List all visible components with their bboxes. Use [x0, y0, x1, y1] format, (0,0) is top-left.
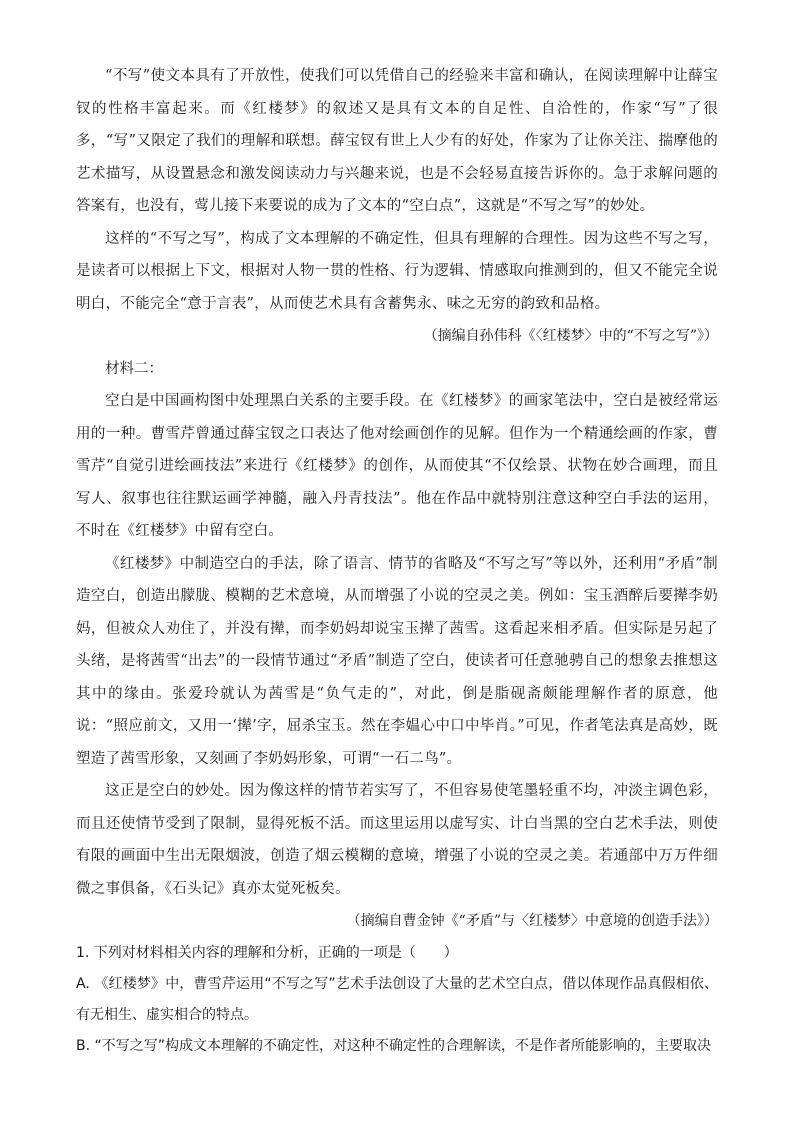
paragraph-4: 《红楼梦》中制造空白的手法，除了语言、情节的省略及“不写之写”等以外，还利用“矛盾”制造空白，创造出朦胧、模糊的艺术意境，从而增强了小说的空灵之美。例如：宝玉酒醉后要撵李奶妈，但被众人劝住了，并没有撵，而李奶妈却说宝玉撵了茜雪。这看起来相矛盾。但实际是另起了头绪，是将茜雪“出去”的一段情节通过“矛盾”制造了空白，使读者可任意驰骋自己的想象去推想这其中的缘由。张爱玲就认为茜雪是“负气走的”，对此，倒是脂砚斋颇能理解作者的原意，他说：“照应前文，又用一‘撵’字，屈杀宝玉。然在李媪心中口中毕肖。”可见，作者笔法真是高妙，既塑造了茜雪形象，又刻画了李奶妈形象，可谓“一石二鸟”。 — [76, 555, 718, 767]
source-citation-2: （摘编自曹金钟《“矛盾”与〈红楼梦〉中意境的创造手法》） — [346, 913, 718, 929]
paragraph-3: 空白是中国画构图中处理黑白关系的主要手段。在《红楼梦》的画家笔法中，空白是被经常运用的一种。曹雪芹曾通过薛宝钗之口表达了他对绘画创作的见解。但作为一个精通绘画的作家，曹雪芹“自觉引进绘画技法”来进行《红楼梦》的创作，从而使其“不仅绘景、状物在妙合画理，而且写人、叙事也往往默运画学神髓，融入丹青技法”。他在作品中就特别注意这种空白手法的运用，不时在《红楼梦》中留有空白。 — [76, 393, 718, 539]
option-a: A. 《红楼梦》中，曹雪芹运用“不写之写”艺术手法创设了大量的艺术空白点，借以体现作品真假相依、有无相生、虚实相合的特点。 — [76, 975, 718, 1023]
option-b: B. “不写之写”构成文本理解的不确定性，对这种不确定性的合理解读，不是作者所能影响的，主要取决 — [76, 1037, 712, 1054]
paragraph-1: “不写”使文本具有了开放性，使我们可以凭借自己的经验来丰富和确认，在阅读理解中让薛宝钗的性格丰富起来。而《红楼梦》的叙述又是具有文本的自足性、自洽性的，作家“写”了很多，“写”又限定了我们的理解和联想。薛宝钗有世上人少有的好处，作家为了让你关注、揣摩他的艺术描写，从设置悬念和激发阅读动力与兴趣来说，也是不会轻易直接告诉你的。急于求解问题的答案有，也没有，莺儿接下来要说的成为了文本的“空白点”，这就是“不写之写”的妙处。 — [76, 68, 718, 214]
source-citation-1: （摘编自孙伟科《〈红楼梦〉中的“不写之写”》） — [423, 328, 718, 344]
paragraph-5: 这正是空白的妙处。因为像这样的情节若实写了，不但容易使笔墨轻重不均，冲淡主调色彩，而且还使情节受到了限制，显得死板不活。而这里运用以虚写实、计白当黑的空白艺术手法，则使有限的画面中生出无限烟波，创造了烟云模糊的意境，增强了小说的空灵之美。若通部中万万件细微之事俱备，《石头记》真亦太觉死板矣。 — [76, 783, 718, 897]
paragraph-2: 这样的“不写之写”，构成了文本理解的不确定性，但具有理解的合理性。因为这些不写之写，是读者可以根据上下文，根据对人物一贯的性格、行为逻辑、情感取向推测到的，但又不能完全说明白，不能完全“意于言表”，从而使艺术具有含蓄隽永、味之无穷的韵致和品格。 — [76, 230, 718, 312]
document-page — [76, 60, 718, 1062]
material-2-heading: 材料二： — [105, 360, 163, 377]
question-1: 1. 下列对材料相关内容的理解和分析，正确的一项是（ ） — [76, 944, 458, 961]
